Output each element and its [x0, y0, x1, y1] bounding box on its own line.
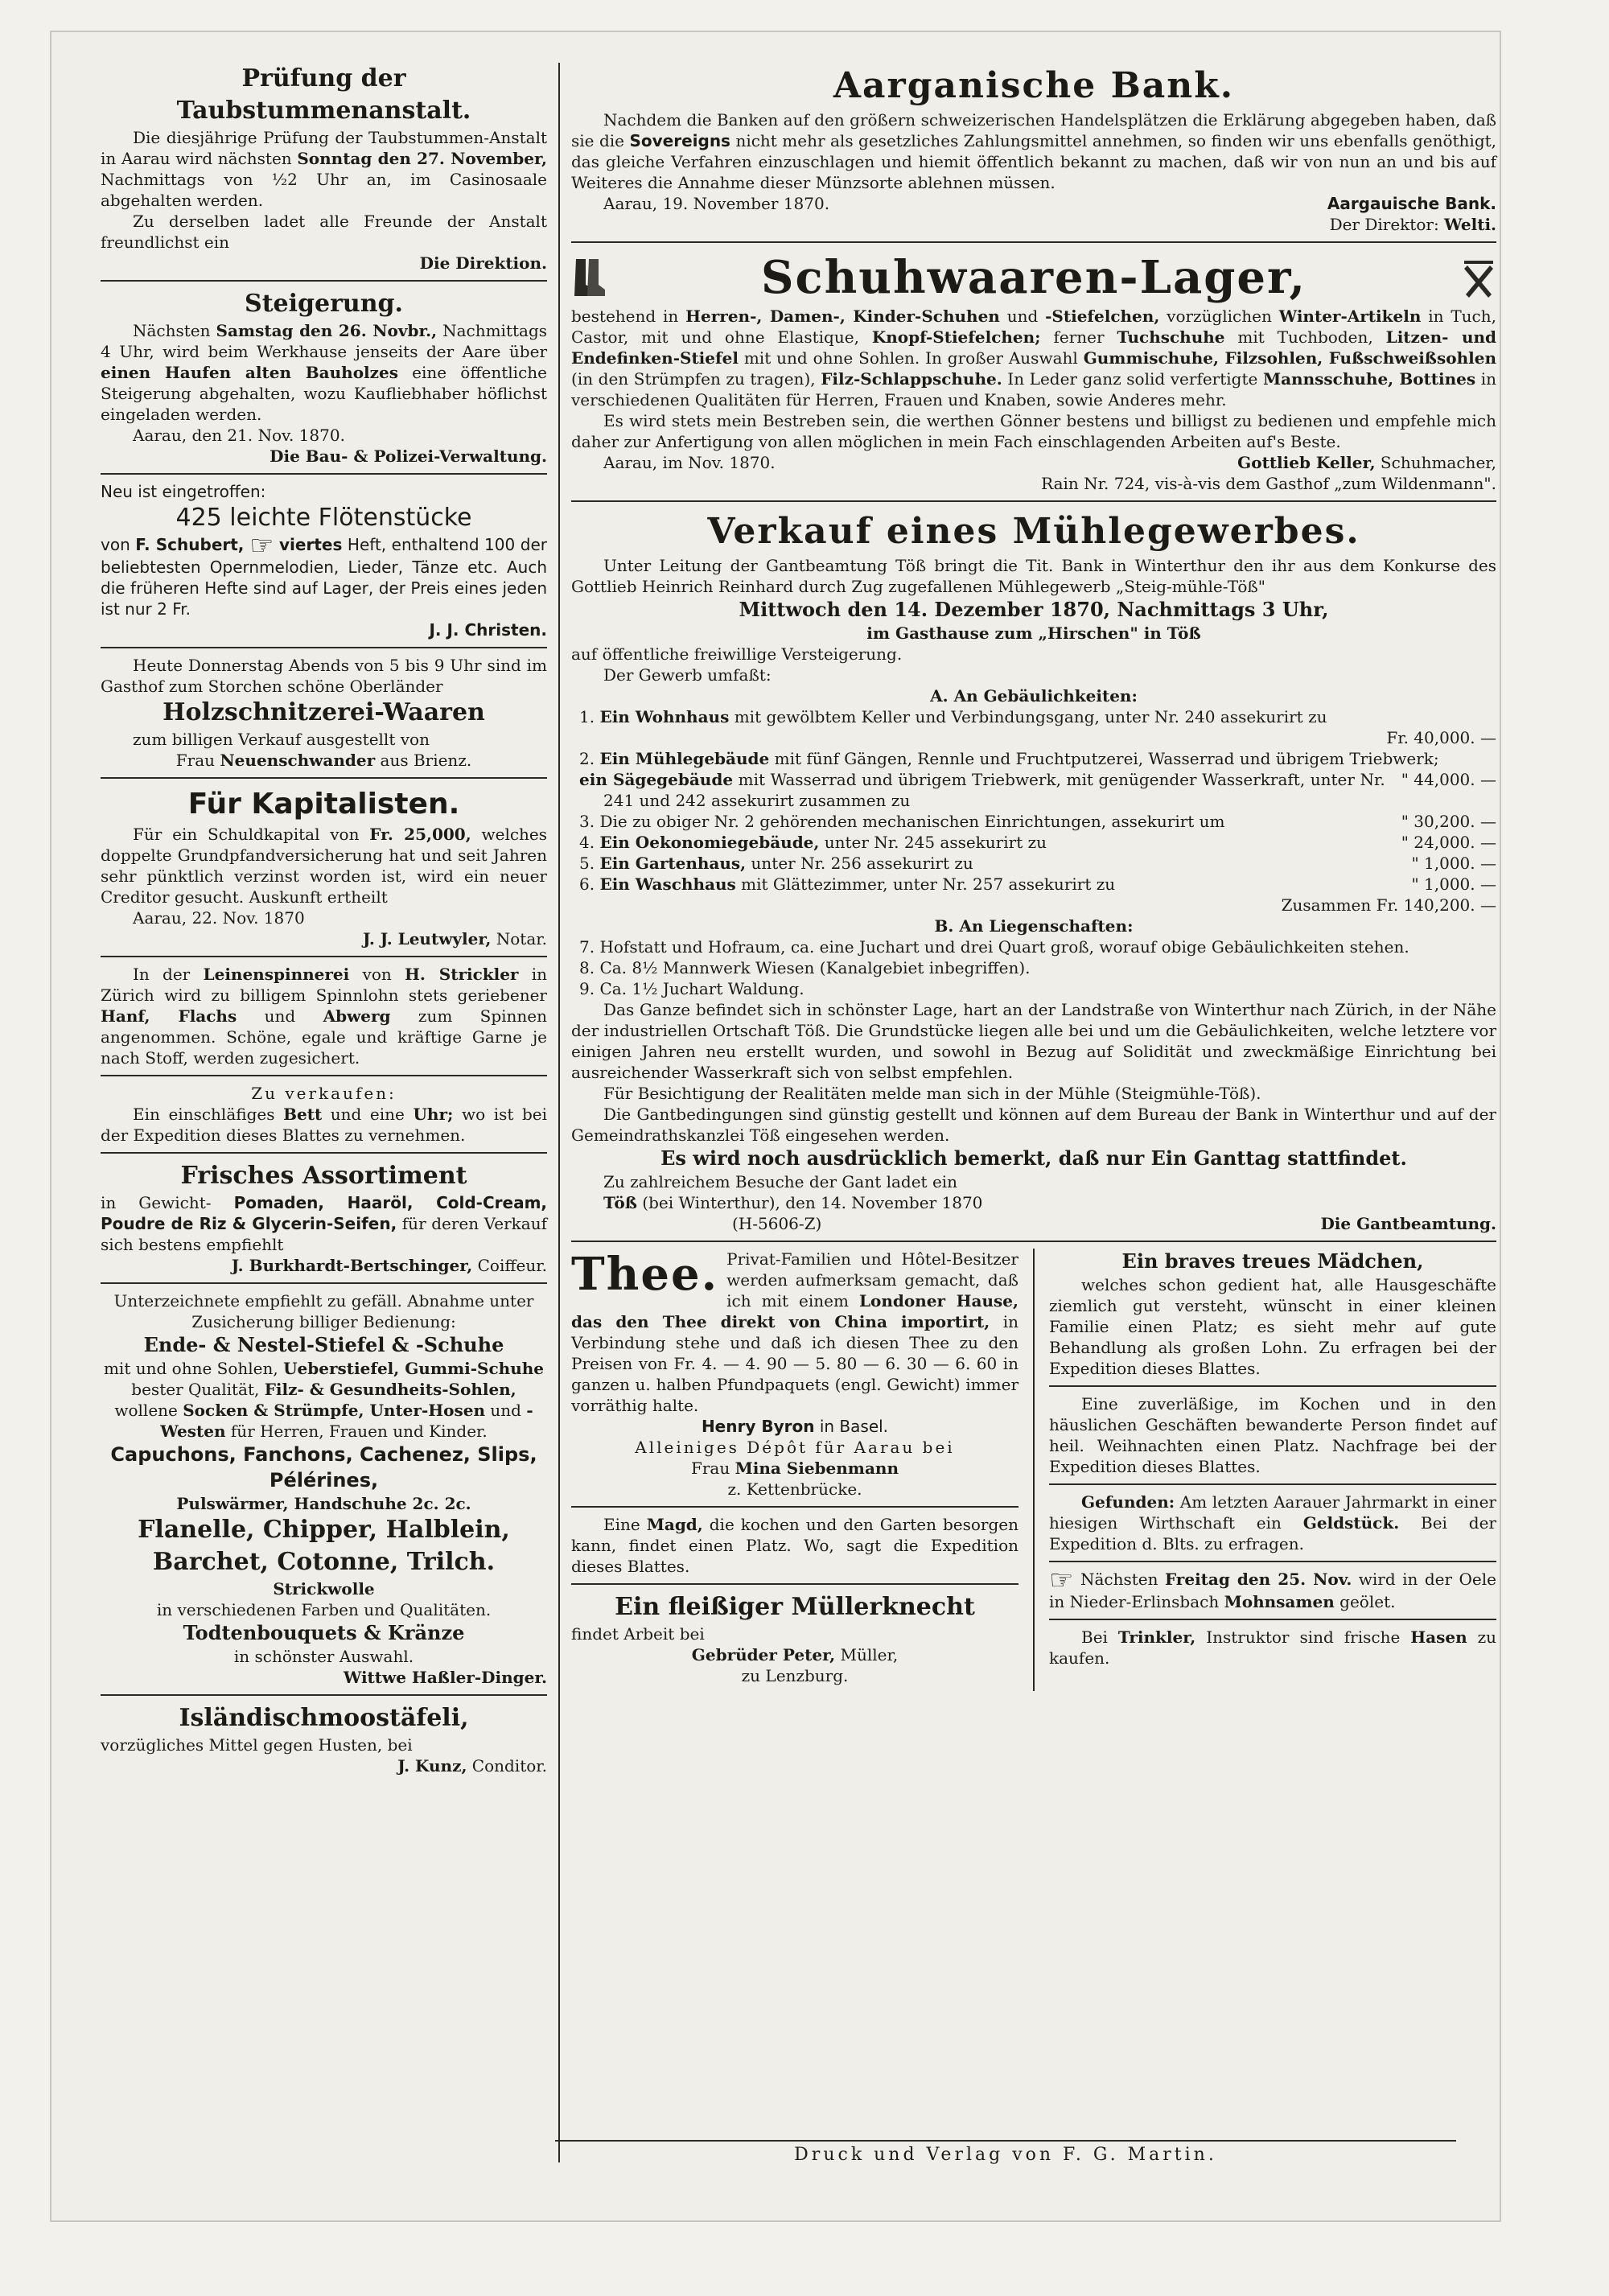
ad-mohnsamen — [1049, 1564, 1496, 1612]
ad-signature: Gottlieb Keller, — [1237, 453, 1376, 472]
ad-text: eine öffentliche Steigerung abgehalten, wozu Kaufliebhaber höflichst eingeladen werden. — [101, 363, 547, 424]
list-item: 8. Ca. 8½ Mannwerk Wiesen (Kanalgebiet inbegriffen). — [579, 958, 1031, 977]
property-bold: Ein Gartenhaus, — [599, 854, 747, 873]
divider — [101, 1152, 547, 1154]
divider — [101, 1694, 547, 1696]
property-item — [571, 748, 1496, 769]
pointing-hand-icon: ☞ — [1049, 1564, 1074, 1597]
ad-text: vorzügliches Mittel gegen Husten, bei — [101, 1734, 413, 1755]
ad-text: in verschiedenen Farben und Qualitäten. — [156, 1599, 492, 1619]
property-text: unter Nr. 245 assekurirt zu — [824, 833, 1047, 852]
property-price: " 1,000. — — [1411, 854, 1496, 873]
ad-text: bester Qualität, — [131, 1379, 260, 1399]
ad-signature: Gebrüder Peter, — [691, 1645, 836, 1664]
ad-text: ferner — [1053, 327, 1105, 347]
ad-highlight: Ende- & Nestel-Stiefel & -Schuhe — [143, 1332, 504, 1356]
ad-highlight: -Stiefelchen, — [1045, 307, 1160, 326]
divider — [1049, 1483, 1496, 1485]
ad-text: in Verbindung stehe und daß ich diesen Thee zu den Preisen von Fr. 4. — 4. 90 — 5. 80 — 6. 30 — 6. 60 in ganzen u. halben Pfundpaquets (engl. Gewicht) immer vorräthig halte. — [571, 1312, 1019, 1415]
ad-highlight: Strickwolle — [273, 1578, 375, 1599]
property-text: mit Wasserrad und übrigem Triebwerk, mit genügender Wasserkraft, unter Nr. 241 und 242 assekurirt zusammen zu — [603, 770, 1385, 810]
left-column — [101, 63, 547, 1781]
ad-place-date: Aarau, 22. Nov. 1870 — [133, 907, 305, 928]
total-label: Zusammen — [1281, 895, 1372, 915]
property-text: mit Glättezimmer, unter Nr. 257 assekurirt zu — [741, 874, 1116, 894]
ad-signature: Die Bau- & Polizei-Verwaltung. — [270, 446, 547, 466]
ad-highlight: Socken & Strümpfe, Unter-Hosen — [183, 1400, 486, 1420]
property-item — [571, 727, 1496, 748]
ad-text: Heft, enthaltend 100 der beliebtesten Opernmelodien, Lieder, Tänze etc. Auch die früheren Hefte sind auf Lager, der Preis eines jeden ist nur 2 Fr. — [101, 535, 548, 619]
ad-text: Unter Leitung der Gantbeamtung Töß bringt die Tit. Bank in Winterthur den ihr aus dem Konkurse des Gottlieb Heinrich Reinhard durch Zug zugefallenen Mühlegewerb „Steig-mühle-Töß" — [571, 556, 1496, 596]
ad-signature-sub-pre: Der Direktor: — [1329, 215, 1439, 234]
section-heading: A. An Gebäulichkeiten: — [930, 686, 1138, 706]
ad-aargauische-bank — [571, 63, 1496, 235]
property-description — [571, 748, 1480, 769]
ad-depot-address: z. Kettenbrücke. — [727, 1479, 862, 1499]
ad-text: Eine — [603, 1515, 640, 1534]
property-description — [571, 853, 1395, 874]
divider — [101, 647, 547, 648]
ad-highlight: Mannsschuhe, Bottines — [1262, 369, 1476, 389]
property-bold: Ein Wohnhaus — [599, 707, 730, 726]
ad-highlight: Todtenbouquets & Kränze — [183, 1620, 465, 1644]
ad-signature-post: Müller, — [840, 1645, 899, 1664]
ad-zu-verkaufen — [101, 1083, 547, 1146]
ad-highlight: Hanf, Flachs — [101, 1006, 237, 1026]
ad-highlight: Bett — [283, 1104, 323, 1124]
ad-text: Instruktor sind frische — [1206, 1627, 1401, 1647]
ad-text: zum Spinnen angenommen. Schöne, egale und kräftige Garne je nach Stoff, werden zugesichert. — [101, 1006, 548, 1068]
ad-spinnerei — [101, 964, 547, 1068]
divider — [1049, 1619, 1496, 1620]
property-description — [571, 811, 1385, 832]
ad-text: wo ist bei der Expedition dieses Blattes zu vernehmen. — [101, 1104, 548, 1145]
ad-signature: J. Kunz, — [397, 1755, 467, 1775]
property-text: unter Nr. 256 assekurirt zu — [751, 854, 973, 873]
ad-text: in Zürich wird zu billigem Spinnlohn stets geriebener — [101, 964, 548, 1005]
ad-signature-sub: Welti. — [1444, 215, 1496, 234]
ad-text: für Herren, Frauen und Kinder. — [230, 1421, 488, 1441]
property-description — [571, 832, 1385, 853]
ad-title: Für Kapitalisten. — [187, 787, 460, 821]
ad-highlight-big: Flanelle, Chipper, Halblein, Barchet, Cotonne, Trilch. — [138, 1515, 510, 1576]
ad-highlight: Pulswärmer, Handschuhe 2c. 2c. — [176, 1493, 471, 1513]
ad-text: Unterzeichnete empfiehlt zu gefäll. Abnahme unter Zusicherung billiger Bedienung: — [113, 1290, 534, 1331]
ad-text: findet Arbeit bei — [571, 1624, 705, 1644]
property-bold: Ein Mühlegebäude — [599, 749, 770, 768]
property-num: 1. — [579, 707, 595, 726]
right-column — [571, 63, 1496, 1691]
ad-highlight: Abwerg — [323, 1006, 391, 1026]
ad-text: Die diesjährige Prüfung der Taubstummen-Anstalt in Aarau wird nächsten — [101, 128, 547, 168]
ad-text: mit und ohne Sohlen. In großer Auswahl — [743, 348, 1078, 368]
ad-title: Isländischmoostäfeli, — [179, 1703, 469, 1732]
ad-text: und — [490, 1400, 521, 1420]
property-item — [571, 874, 1496, 895]
ad-text: zum billigen Verkauf ausgestellt von — [133, 729, 430, 749]
ad-title: Prüfung der Taubstummenanstalt. — [176, 64, 471, 125]
ad-text: Nächsten — [133, 321, 211, 340]
ad-text: in Gewicht- — [101, 1192, 212, 1212]
ad-title: Steigerung. — [245, 290, 403, 318]
ad-place: Töß — [603, 1193, 637, 1212]
ad-highlight: -Westen — [160, 1400, 533, 1441]
ad-signature: Henry Byron — [701, 1417, 815, 1436]
section-heading: B. An Liegenschaften: — [934, 916, 1134, 936]
ad-holzschnitzerei — [101, 655, 547, 771]
ad-signature: J. Burkhardt-Bertschinger, — [231, 1255, 473, 1275]
ad-signature-post: in Basel. — [819, 1417, 889, 1436]
ad-highlight: Knopf-Stiefelchen; — [871, 327, 1041, 347]
ad-title: 425 leichte Flötenstücke — [175, 504, 472, 532]
divider — [571, 241, 1496, 243]
property-item — [571, 706, 1496, 727]
property-num: 4. — [579, 833, 595, 852]
property-price — [1480, 748, 1496, 769]
ad-signature: Wittwe Haßler-Dinger. — [343, 1667, 547, 1687]
property-bold: ein Sägegebäude — [579, 770, 734, 789]
ad-text: Für Besichtigung der Realitäten melde man sich in der Mühle (Steigmühle-Töß). — [603, 1084, 1261, 1103]
ad-text: Privat-Familien und Hôtel-Besitzer werden aufmerksam gemacht, daß ich mit einem — [726, 1249, 1018, 1311]
ad-signature-post: Coiffeur. — [477, 1255, 547, 1275]
ad-highlight: Mohnsamen — [1224, 1591, 1335, 1611]
ad-text: für deren Verkauf sich bestens empfiehlt — [101, 1213, 548, 1254]
ad-text: in Tuch, Castor, mit und ohne Elastique, — [571, 307, 1496, 347]
property-item — [571, 832, 1496, 853]
ad-text: vorzüglichen — [1167, 307, 1272, 326]
ad-highlight: Litzen- und Endefinken-Stiefel — [571, 327, 1497, 368]
ad-text: Bei — [1081, 1627, 1108, 1647]
ad-signature: Neuenschwander — [220, 750, 376, 770]
ad-text: nicht mehr als gesetzliches Zahlungsmittel annehmen, so finden wir uns ebenfalls genöthigt, das gleiche Verfahren einzuschlagen und hiemit öffentlich bekannt zu machen, daß wir von nun an und bis auf Weiteres die Annahme dieser Münzsorte ablehnen müssen. — [571, 131, 1497, 192]
list-item: 7. Hofstatt und Hofraum, ca. eine Juchart und drei Quart groß, worauf obige Gebäulichkeiten stehen. — [579, 937, 1409, 957]
ad-text: und eine — [330, 1104, 405, 1124]
ad-text: Nachmittags 4 Uhr, wird beim Werkhause jenseits der Aare über — [101, 321, 548, 361]
ad-person — [1049, 1393, 1496, 1477]
ad-title: Zu verkaufen: — [251, 1083, 397, 1103]
ad-signature: Die Direktion. — [419, 253, 547, 273]
ad-text: geölet. — [1339, 1591, 1396, 1611]
ad-signature-post: Conditor. — [471, 1755, 547, 1775]
property-description — [571, 706, 1480, 727]
property-num: 6. — [579, 874, 595, 894]
ad-text: Nachmittags von ½2 Uhr an, im Casinosaale abgehalten werden. — [101, 170, 547, 210]
ad-place-date: (bei Winterthur), den 14. November 1870 — [642, 1193, 983, 1212]
total-value: Fr. 140,200. — — [1376, 895, 1496, 915]
ad-text: welches doppelte Grundpfandversicherung hat und seit Jahren sehr pünktlich verzinst worden ist, wird ein neuer Creditor gesucht. Auskunft ertheilt — [101, 824, 548, 907]
ad-magd — [571, 1514, 1018, 1577]
divider — [571, 1506, 1018, 1508]
ad-place-date: Aarau, den 21. Nov. 1870. — [133, 426, 345, 445]
ad-text: Ein einschläfiges — [133, 1104, 275, 1124]
ad-place-date: Aarau, im Nov. 1870. — [603, 453, 776, 472]
ad-place-date: Aarau, 19. November 1870. — [603, 194, 830, 213]
ad-signature: Die Gantbeamtung. — [1320, 1214, 1496, 1233]
pointing-hand-icon: ☞ — [249, 529, 274, 562]
ad-title: Ein braves treues Mädchen, — [1121, 1249, 1424, 1273]
ad-highlight: Filz-Schlappschuhe. — [821, 369, 1002, 389]
property-text: mit fünf Gängen, Rennle und Fruchtputzerei, Wasserrad und übrigem Triebwerk; — [774, 749, 1439, 768]
ad-signature-post: Schuhmacher, — [1380, 453, 1496, 472]
small-ads-left — [571, 1249, 1018, 1691]
ad-text: in schönster Auswahl. — [233, 1646, 414, 1666]
ad-date-location: im Gasthause zum „Hirschen" in Töß — [866, 623, 1201, 643]
ad-notice: Es wird noch ausdrücklich bemerkt, daß nur Ein Ganttag stattfindet. — [660, 1146, 1407, 1170]
ad-highlight: Leinenspinnerei — [203, 964, 350, 984]
ad-amount: Fr. 25,000, — [369, 824, 471, 844]
ad-text: Am letzten Aarauer Jahrmarkt in einer hiesigen Wirthschaft ein — [1049, 1492, 1496, 1533]
property-price: " 30,200. — — [1401, 812, 1496, 831]
ad-place: zu Lenzburg. — [741, 1666, 849, 1685]
ad-title: Frisches Assortiment — [180, 1161, 467, 1190]
divider — [1049, 1385, 1496, 1387]
divider — [101, 280, 547, 282]
ad-trinkler — [1049, 1627, 1496, 1669]
ad-reference: (H-5606-Z) — [732, 1214, 822, 1233]
ad-title: Ein fleißiger Müllerknecht — [615, 1593, 975, 1621]
property-num: 2. — [579, 749, 595, 768]
ad-highlight: Gummischuhe, Filzsohlen, Fußschweißsohlen — [1083, 348, 1497, 368]
property-bold: Ein Waschhaus — [599, 874, 736, 894]
ad-text: (in den Strümpfen zu tragen), — [571, 369, 816, 389]
ad-highlight: Pomaden, Haaröl, Cold-Cream, Poudre de Riz & Glycerin-Seifen, — [101, 1192, 548, 1233]
ad-highlight: H. Strickler — [405, 964, 519, 984]
property-text: Die zu obiger Nr. 2 gehörenden mechanischen Einrichtungen, assekurirt um — [599, 812, 1225, 831]
ad-highlight: Magd, — [646, 1515, 703, 1534]
imprint-footer: Druck und Verlag von F. G. Martin. — [555, 2140, 1456, 2165]
ad-text: welches schon gedient hat, alle Hausgeschäfte ziemlich gut versteht, wünscht in einer kleinen Familie einen Platz; es sieht mehr auf gute Behandlung als großen Lohn. Zu erfragen bei der Expedition dieses Blattes. — [1049, 1275, 1496, 1378]
divider — [571, 1241, 1496, 1242]
property-item — [571, 769, 1496, 811]
ad-moostaefeli — [101, 1702, 547, 1776]
ad-text: Heute Donnerstag Abends von 5 bis 9 Uhr sind im Gasthof zum Storchen schöne Oberländer — [101, 655, 547, 696]
ad-date: Sonntag den 27. November, — [297, 149, 548, 168]
ad-text: die kochen und den Garten besorgen kann, findet einen Platz. Wo, sagt die Expedition dieses Blattes. — [571, 1515, 1019, 1576]
property-num: 3. — [579, 812, 595, 831]
divider — [571, 1583, 1018, 1585]
ad-floeten — [101, 481, 547, 640]
land-list — [571, 936, 1496, 999]
ad-depot-pre: Frau — [690, 1459, 730, 1478]
ad-text: Die Gantbedingungen sind günstig gestellt und können auf dem Bureau der Bank in Winterthur und auf der Gemeindrathskanzlei Töß eingesehen werden. — [571, 1105, 1496, 1145]
ad-hassler-dinger — [101, 1290, 547, 1688]
ad-highlight: Freitag den 25. Nov. — [1164, 1570, 1352, 1589]
ad-text: auf öffentliche freiwillige Versteigerung. — [571, 644, 903, 664]
ad-text: bestehend in — [571, 307, 679, 326]
ad-pruefung — [101, 63, 547, 274]
property-item — [571, 853, 1496, 874]
ad-schuhwaaren — [571, 249, 1496, 494]
ad-text: Für ein Schuldkapital von — [133, 824, 360, 844]
divider — [101, 956, 547, 957]
list-item: 9. Ca. 1½ Juchart Waldung. — [579, 979, 804, 998]
ad-highlight: Tuchschuhe — [1117, 327, 1225, 347]
ad-highlight: Winter-Artikeln — [1278, 307, 1422, 326]
ad-text: mit und ohne Sohlen, — [103, 1358, 278, 1378]
ad-highlight: viertes — [279, 535, 343, 554]
property-description — [571, 874, 1395, 895]
property-price: " 1,000. — — [1411, 874, 1496, 894]
ad-text: von — [101, 535, 130, 554]
property-price — [1480, 706, 1496, 727]
ad-title: Verkauf eines Mühlegewerbes. — [707, 511, 1360, 552]
ad-text: und — [1006, 307, 1039, 326]
ad-title: Thee. — [571, 1248, 719, 1301]
property-list — [571, 706, 1496, 895]
ad-muellerknecht — [571, 1591, 1018, 1686]
ad-steigerung — [101, 288, 547, 467]
tools-icon — [1461, 256, 1496, 299]
ad-text: Alleiniges Dépôt für Aarau bei — [635, 1438, 955, 1457]
ad-text: von — [362, 964, 392, 984]
ad-address: Rain Nr. 724, vis-à-vis dem Gasthof „zum Wildenmann". — [1041, 474, 1496, 493]
ad-highlight: einen Haufen alten Bauholzes — [101, 363, 398, 382]
ad-kapitalisten — [101, 785, 547, 949]
property-price: " 24,000. — — [1401, 833, 1496, 852]
ad-maedchen — [1049, 1249, 1496, 1379]
ad-highlight: Sovereigns — [629, 131, 730, 150]
ad-gefunden — [1049, 1492, 1496, 1554]
ad-title: Aarganische Bank. — [833, 65, 1235, 106]
boots-icon — [571, 256, 607, 299]
ad-thee — [571, 1249, 1018, 1500]
ad-text: In Leder ganz solid verfertigte — [1007, 369, 1258, 389]
ad-author: F. Schubert, — [135, 535, 245, 554]
ad-depot-name: Mina Siebenmann — [735, 1459, 899, 1478]
ad-text: Zu zahlreichem Besuche der Gant ladet ein — [603, 1172, 958, 1191]
property-item — [571, 811, 1496, 832]
ad-signature: J. J. Christen. — [429, 619, 547, 640]
ad-text: wollene — [114, 1400, 178, 1420]
ad-text: Eine zuverläßige, im Kochen und in den häuslichen Geschäften bewanderte Person findet auf heil. Weihnachten einen Platz. Nachfrage bei der Expedition dieses Blattes. — [1049, 1394, 1496, 1476]
ad-text: zu kaufen. — [1049, 1627, 1497, 1668]
small-ads-right — [1049, 1249, 1496, 1691]
ad-muehlegewerbe — [571, 508, 1496, 1234]
ad-highlight: Hasen — [1410, 1627, 1467, 1647]
ad-text: Das Ganze befindet sich in schönster Lage, hart an der Landstraße von Winterthur nach Zürich, in der Nähe der industriellen Ortschaft Töß. Die Grundstücke liegen alle bei und um die Gebäulichkeiten, welche letztere vor einigen Jahren neu erstellt wurden, und sowohl in Bezug auf Solidität und zweckmäßige Einrichtung bei ausreichender Wasserkraft sich von selbst empfehlen. — [571, 1000, 1496, 1082]
sub-column-divider — [1033, 1249, 1035, 1691]
ad-date: Samstag den 26. Novbr., — [216, 321, 438, 340]
small-ads-row — [571, 1249, 1496, 1691]
divider — [101, 1282, 547, 1284]
ad-text: in verschiedenen Qualitäten für Herren, Frauen und Knaben, sowie Anderes mehr. — [571, 369, 1497, 409]
divider — [1049, 1561, 1496, 1562]
ad-highlight: Uhr; — [413, 1104, 454, 1124]
ad-text: Zu derselben ladet alle Freunde der Anstalt freundlichst ein — [101, 212, 547, 252]
ad-text: wird in der Oele in Nieder-Erlinsbach — [1049, 1570, 1496, 1611]
divider — [101, 1075, 547, 1076]
column-divider — [558, 63, 560, 2162]
ad-signature-pre: Frau — [175, 750, 216, 770]
property-price: " 44,000. — — [1401, 770, 1496, 789]
ad-highlight: Capuchons, Fanchons, Cachenez, Slips, Pélérines, — [110, 1442, 537, 1492]
ad-text: und — [264, 1006, 296, 1026]
ad-text: Es wird stets mein Bestreben sein, die werthen Gönner bestens und billigst zu bedienen und empfehle mich daher zur Anfertigung von allen möglichen in mein Fach einschlagenden Arbeiten auf's Beste. — [571, 411, 1496, 451]
ad-text: mit Tuchboden, — [1237, 327, 1373, 347]
ad-frisches-assortiment — [101, 1160, 547, 1276]
property-description — [571, 769, 1385, 811]
ad-intro: Neu ist eingetroffen: — [101, 482, 266, 501]
property-text: mit gewölbtem Keller und Verbindungsgang, unter Nr. 240 assekurirt zu — [734, 707, 1327, 726]
ad-title: Holzschnitzerei-Waaren — [163, 697, 485, 726]
ad-text: Der Gewerb umfaßt: — [603, 665, 772, 685]
ad-highlight: Trinkler, — [1117, 1627, 1196, 1647]
ad-signature-post: Notar. — [496, 928, 547, 948]
ad-highlight: Gefunden: — [1081, 1492, 1175, 1512]
property-bold: Ein Oekonomiegebäude, — [599, 833, 820, 852]
ad-highlight: Geldstück. — [1302, 1513, 1400, 1533]
ad-highlight: Londoner Hause, das den Thee direkt von China importirt, — [571, 1291, 1018, 1331]
divider — [571, 500, 1496, 502]
ad-title: Schuhwaaren-Lager, — [761, 251, 1307, 304]
divider — [101, 473, 547, 475]
ad-highlight: Ueberstiefel, Gummi-Schuhe — [283, 1358, 545, 1378]
ad-date: Mittwoch den 14. Dezember 1870, Nachmittags 3 Uhr, — [739, 598, 1329, 621]
property-num: 5. — [579, 854, 595, 873]
ad-signature: Aargauische Bank. — [1327, 194, 1496, 213]
property-price: Fr. 40,000. — — [1386, 728, 1496, 747]
ad-text: Bei der Expedition d. Blts. zu erfragen. — [1049, 1513, 1496, 1553]
ad-highlight: Herren-, Damen-, Kinder-Schuhen — [685, 307, 1000, 326]
ad-signature-post: aus Brienz. — [380, 750, 472, 770]
ad-highlight: Filz- & Gesundheits-Sohlen, — [264, 1379, 516, 1399]
ad-text: Nachdem die Banken auf den größern schweizerischen Handelsplätzen die Erklärung abgegeben haben, daß sie die — [571, 110, 1496, 150]
divider — [101, 777, 547, 779]
ad-text: Nächsten — [1080, 1570, 1158, 1589]
ad-signature: J. J. Leutwyler, — [362, 928, 492, 948]
ad-text: In der — [133, 964, 191, 984]
property-description — [571, 727, 1370, 748]
